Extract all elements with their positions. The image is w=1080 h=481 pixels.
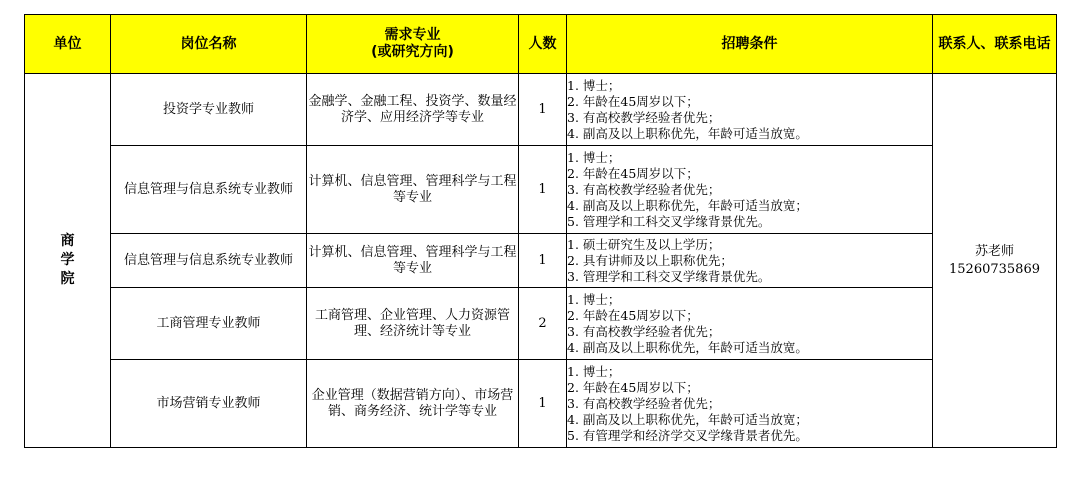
- position-cell: 市场营销专业教师: [111, 360, 307, 448]
- conditions-cell: [567, 146, 933, 234]
- count-cell: 1: [519, 360, 567, 448]
- unit-char: 学: [60, 252, 75, 268]
- condition-line: 4. 副高及以上职称优先，年龄可适当放宽。: [567, 339, 808, 355]
- header-unit: 单位: [25, 15, 111, 74]
- unit-char: 商: [60, 233, 75, 249]
- condition-line: 5. 有管理学和经济学交叉学缘背景者优先。: [567, 427, 808, 443]
- condition-line: 3. 有高校教学经验者优先；: [567, 181, 721, 197]
- count-cell: 1: [519, 234, 567, 288]
- table-row: [25, 360, 1057, 448]
- major-cell: 工商管理、企业管理、人力资源管理、经济统计等专业: [307, 288, 519, 360]
- table-row: [25, 234, 1057, 288]
- condition-line: 3. 管理学和工科交叉学缘背景优先。: [567, 268, 771, 284]
- contact-phone: 15260735869: [949, 261, 1040, 277]
- position-cell: 信息管理与信息系统专业教师: [111, 146, 307, 234]
- unit-cell: [25, 74, 111, 448]
- condition-line: 5. 管理学和工科交叉学缘背景优先。: [567, 213, 771, 229]
- table-row: [25, 146, 1057, 234]
- position-cell: 投资学专业教师: [111, 74, 307, 146]
- condition-line: 2. 年龄在45周岁以下；: [567, 307, 699, 323]
- condition-line: 1. 博士；: [567, 149, 621, 165]
- table-row: [25, 74, 1057, 146]
- header-major-line1: 需求专业: [384, 27, 441, 43]
- contact-cell: [933, 74, 1057, 448]
- conditions-cell: [567, 74, 933, 146]
- condition-line: 1. 博士；: [567, 291, 621, 307]
- condition-line: 4. 副高及以上职称优先，年龄可适当放宽；: [567, 197, 808, 213]
- count-cell: 2: [519, 288, 567, 360]
- condition-line: 3. 有高校教学经验者优先；: [567, 323, 721, 339]
- condition-line: 4. 副高及以上职称优先，年龄可适当放宽；: [567, 411, 808, 427]
- major-cell: 企业管理（数据营销方向）、市场营销、商务经济、统计学等专业: [307, 360, 519, 448]
- header-row: [25, 15, 1057, 74]
- position-cell: 工商管理专业教师: [111, 288, 307, 360]
- condition-line: 3. 有高校教学经验者优先；: [567, 109, 721, 125]
- recruitment-table: [24, 14, 1057, 448]
- table-row: [25, 288, 1057, 360]
- condition-line: 1. 硕士研究生及以上学历；: [567, 236, 721, 252]
- condition-line: 4. 副高及以上职称优先，年龄可适当放宽。: [567, 125, 808, 141]
- header-major-line2: (或研究方向): [371, 44, 454, 60]
- unit-char: 院: [60, 271, 75, 287]
- condition-line: 2. 具有讲师及以上职称优先；: [567, 252, 733, 268]
- header-contact: 联系人、联系电话: [933, 15, 1057, 74]
- conditions-cell: [567, 288, 933, 360]
- condition-line: 2. 年龄在45周岁以下；: [567, 93, 699, 109]
- conditions-cell: [567, 234, 933, 288]
- count-cell: 1: [519, 146, 567, 234]
- position-cell: 信息管理与信息系统专业教师: [111, 234, 307, 288]
- contact-name: 苏老师: [974, 243, 1014, 259]
- header-position: 岗位名称: [111, 15, 307, 74]
- conditions-cell: [567, 360, 933, 448]
- major-cell: 金融学、金融工程、投资学、数量经济学、应用经济学等专业: [307, 74, 519, 146]
- condition-line: 2. 年龄在45周岁以下；: [567, 165, 699, 181]
- header-count: 人数: [519, 15, 567, 74]
- header-conditions: 招聘条件: [567, 15, 933, 74]
- major-cell: 计算机、信息管理、管理科学与工程等专业: [307, 146, 519, 234]
- condition-line: 1. 博士；: [567, 363, 621, 379]
- count-cell: 1: [519, 74, 567, 146]
- header-major: [307, 15, 519, 74]
- major-cell: 计算机、信息管理、管理科学与工程等专业: [307, 234, 519, 288]
- condition-line: 3. 有高校教学经验者优先；: [567, 395, 721, 411]
- condition-line: 1. 博士；: [567, 77, 621, 93]
- condition-line: 2. 年龄在45周岁以下；: [567, 379, 699, 395]
